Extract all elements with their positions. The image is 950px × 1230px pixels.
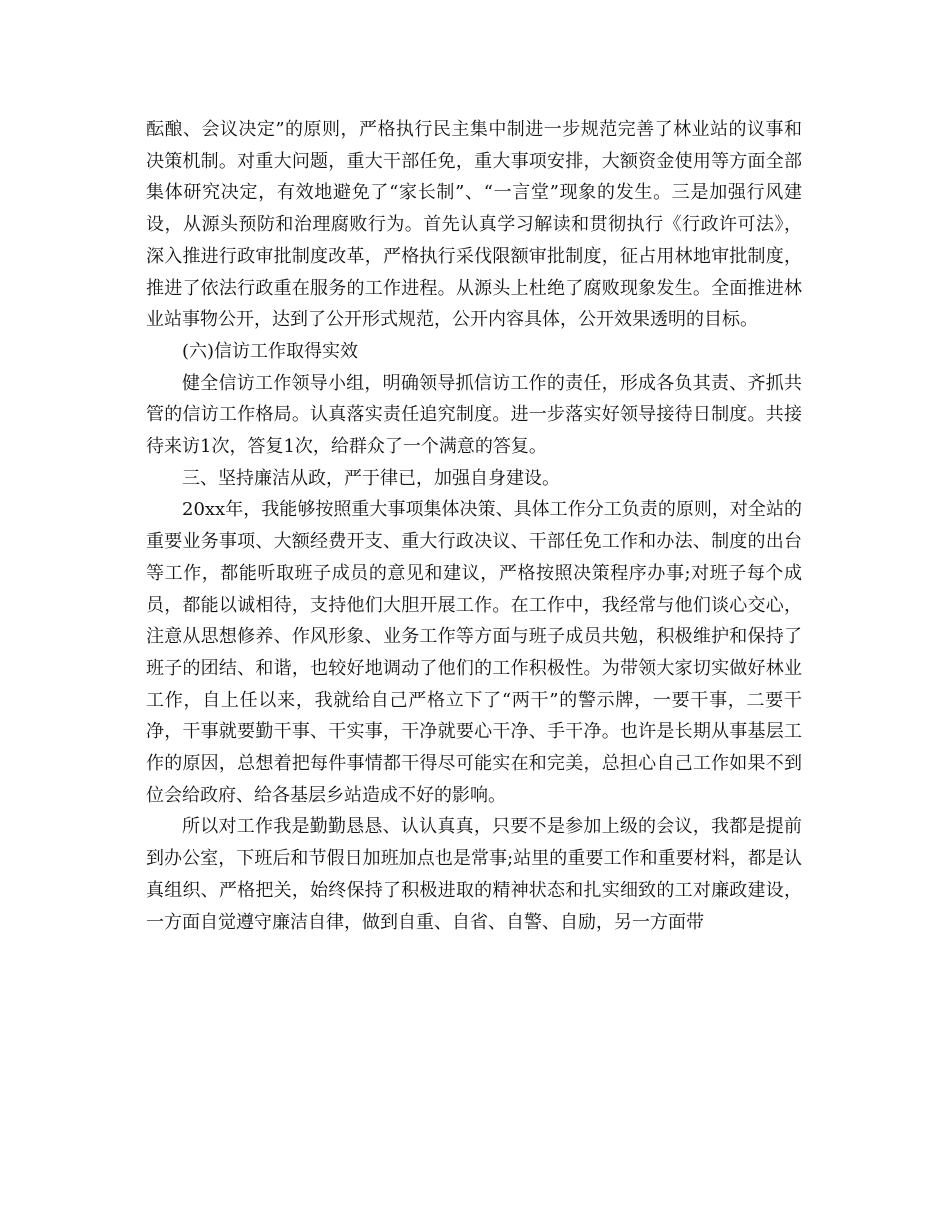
paragraph-continuation: 酝酿、会议决定”的原则，严格执行民主集中制进一步规范完善了林业站的议事和决策机制。对重大问题，重大干部任免，重大事项安排，大额资金使用等方面全部集体研究决定，有效地避免了“家长制”、“一言堂”现象的发生。三是加强行风建设，从源头预防和治理腐败行为。首先认真学习解读和贯彻执行《行政许可法》，深入推进行政审批制度改革，严格执行采伐限额审批制度，征占用林地审批制度，推进了依法行政重在服务的工作进程。从源头上杜绝了腐败现象发生。全面推进林业站事物公开，达到了公开形式规范，公开内容具体，公开效果透明的目标。 (146, 119, 802, 331)
section-heading-integrity: 三、坚持廉洁从政，严于律已，加强自身建设。 (182, 467, 560, 489)
paragraph-petitions: 健全信访工作领导小组，明确领导抓信访工作的责任，形成各负其责、齐抓共管的信访工作格局。认真落实责任追究制度。进一步落实好领导接待日制度。共接待来访1次，答复1次，给群众了一个满意的答复。 (146, 372, 802, 458)
paragraph-work-attitude: 所以对工作我是勤勤恳恳、认认真真，只要不是参加上级的会议，我都是提前到办公室，下班后和节假日加班加点也是常事;站里的重要工作和重要材料，都是认真组织、严格把关，始终保持了积极进取的精神状态和扎实细致的工对廉政建设，一方面自觉遵守廉洁自律，做到自重、自省、自警、自励，另一方面带 (146, 816, 802, 933)
paragraph-integrity: 20xx年，我能够按照重大事项集体决策、具体工作分工负责的原则，对全站的重要业务事项、大额经费开支、重大行政决议、干部任免工作和办法、制度的出台等工作，都能听取班子成员的意见和建议，严格按照决策程序办事;对班子每个成员，都能以诚相待，支持他们大胆开展工作。在工作中，我经常与他们谈心交心，注意从思想修养、作风形象、业务工作等方面与班子成员共勉，积极维护和保持了班子的团结、和谐，也较好地调动了他们的工作积极性。为带领大家切实做好林业工作，自上任以来，我就给自己严格立下了“两干”的警示牌，一要干事，二要干净，干事就要勤干事、干实事，干净就要心干净、手干净。也许是长期从事基层工作的原因，总想着把每件事情都干得尽可能实在和完美，总担心自己工作如果不到位会给政府、给各基层乡站造成不好的影响。 (146, 499, 802, 806)
section-heading-petitions: (六)信访工作取得实效 (182, 340, 359, 362)
document-body (146, 114, 802, 938)
